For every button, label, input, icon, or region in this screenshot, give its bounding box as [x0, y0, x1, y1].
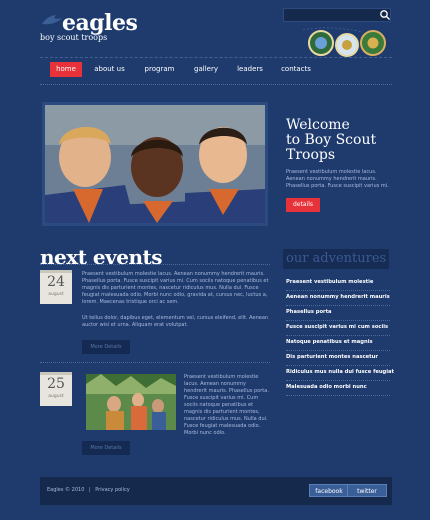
nav-item-contacts[interactable]: contacts — [281, 65, 311, 73]
adventure-link[interactable]: Dis parturient montes nascetur — [286, 351, 390, 366]
footer-separator: | — [88, 487, 91, 493]
hero-title — [286, 118, 396, 163]
event-text: Praesent vestibulum molestie lacus. Aenean nonummy hendrerit mauris. Phasellus porta. Fusce suscipit varius mi. Cum sociis natoque penatibus et magnis dis parturient montes, nascetur ridiculus mus. Nulla dui. Fusce feugiat malesuada odio. Morbi nunc odio. — [184, 374, 269, 436]
event-date-month: august — [48, 394, 64, 399]
nav-item-leaders[interactable]: leaders — [237, 65, 263, 73]
facebook-button[interactable]: facebook — [309, 484, 349, 497]
scout-badges-icon — [303, 26, 393, 58]
adventure-link[interactable]: Aenean nonummy hendrerit mauris — [286, 291, 390, 306]
nav-item-about-us[interactable]: about us — [94, 65, 125, 73]
site-logo-name[interactable]: eagles — [62, 10, 138, 36]
more-details-button[interactable]: More Details — [82, 340, 130, 354]
nav-item-program[interactable]: program — [144, 65, 175, 73]
site-logo-subtitle: boy scout troops — [40, 33, 108, 42]
hero-title-line-2: to Boy Scout — [286, 132, 377, 148]
event-date-month: august — [48, 292, 64, 297]
adventure-link[interactable]: Malesuada odio morbi nunc — [286, 381, 390, 396]
nav-item-home[interactable]: home — [50, 62, 82, 77]
privacy-policy-link[interactable]: Privacy policy — [95, 487, 130, 493]
search-icon[interactable] — [379, 9, 391, 21]
hero-title-line-1: Welcome — [286, 117, 350, 133]
search-input[interactable] — [283, 8, 391, 22]
hero-photo — [42, 102, 268, 226]
more-details-button[interactable]: More Details — [82, 441, 130, 455]
adventure-link[interactable]: Phasellus porta — [286, 306, 390, 321]
adventure-link[interactable]: Fusce suscipit varius mi cum sociis — [286, 321, 390, 336]
nav-divider — [40, 84, 392, 85]
adventure-link[interactable]: Ridiculus mus nulla dui fusce feugiat — [286, 366, 390, 381]
hero-scouts-image — [45, 105, 265, 223]
main-nav — [50, 62, 318, 77]
nav-item-gallery[interactable]: gallery — [194, 65, 218, 73]
event-text: Praesent vestibulum molestie lacus. Aenean nonummy hendrerit mauris. Phasellus porta. Fusce suscipit varius mi. Cum sociis natoque penatibus et magnis dis parturient montes, nascetur ridiculus mus. Nulla dui. Fusce feugiat malesuada odio. Morbi nunc odio, gravida at, cursus nec, luctus a, lorem. Maecenas tristique orci ac sem. — [82, 271, 269, 305]
event-text-secondary: Ut tellus dolor, dapibus eget, elementum vel, cursus eleifend, elit. Aenean auctor wisi et urna. Aliquam erat volutpat. — [82, 315, 269, 328]
event-divider — [40, 362, 270, 363]
event-photo — [86, 374, 176, 430]
hero-text: Praesent vestibulum molestie lacus. Aenean nonummy hendrerit mauris. Phasellus porta. Fusce suscipit varius mi. — [286, 169, 389, 189]
event-scouts-image — [86, 374, 176, 430]
header-divider — [40, 57, 392, 58]
event-date-day: 25 — [47, 376, 65, 392]
next-events-divider — [40, 264, 270, 265]
twitter-button[interactable]: twitter — [347, 484, 387, 497]
copyright-text: Eagles © 2010 — [47, 487, 85, 493]
next-events-heading: next events — [40, 245, 162, 269]
footer-text — [47, 487, 130, 493]
our-adventures-heading: our adventures — [283, 249, 389, 269]
event-date-card — [40, 372, 72, 406]
hero-title-line-3: Troops — [286, 147, 336, 163]
details-button[interactable]: details — [286, 198, 320, 212]
adventures-list — [286, 276, 395, 396]
adventure-link[interactable]: Praesent vestibulum molestie — [286, 276, 390, 291]
eagle-logo-icon — [40, 12, 64, 28]
event-date-day: 24 — [47, 274, 65, 290]
event-date-card — [40, 270, 72, 304]
adventure-link[interactable]: Natoque penatibus et magnis — [286, 336, 390, 351]
